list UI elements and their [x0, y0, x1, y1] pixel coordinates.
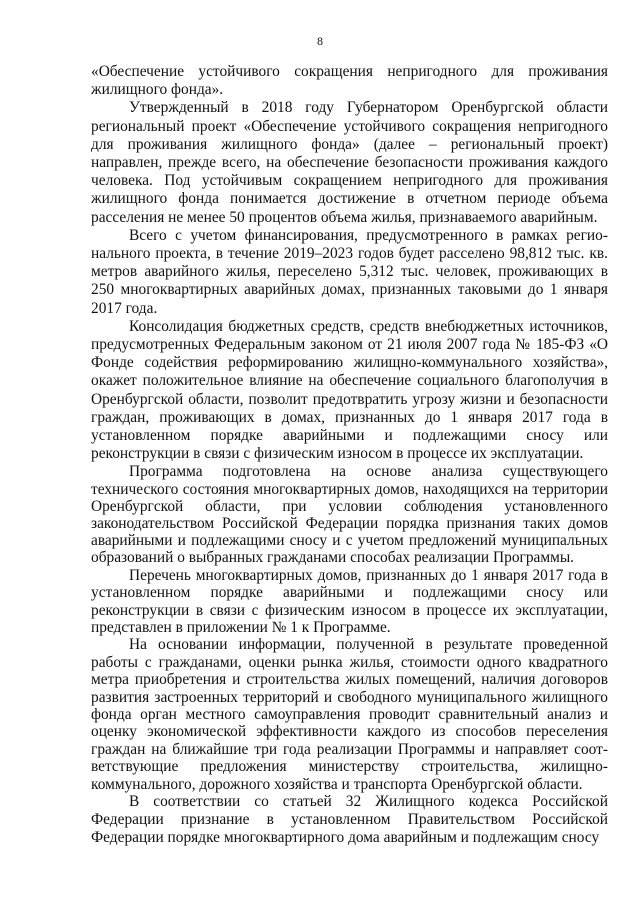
document-body — [91, 63, 608, 848]
paragraph-continuation: «Обеспечение устойчивого сокращения непригодного для проживания жилищного фонда». — [91, 63, 608, 99]
paragraph-financing: Всего с учетом финансирования, предусмотренного в рамках регионального проекта, в течение 2019–2023 годов будет расселено 98,812 тыс. кв. метров аварийного жилья, переселено 5,312 тыс. человек, проживающих в 250 многоквартирных аварийных домах, признанных таковыми до 1 января 2017 года. — [91, 226, 608, 317]
paragraph-consolidation: Консолидация бюджетных средств, средств внебюджетных источников, предусмотренных Федеральным законом от 21 июля 2007 года № 185-ФЗ «О Фонде содействия реформированию жилищно-коммунального хозяйства», окажет положительное влияние на обеспечение социального благополучия в Оренбургской области, позволит предотвратить угрозу жизни и безопасности граждан, проживающих в домах, признанных до 1 января 2017 года в установленном порядке аварийными и подлежащими сносу или реконструкции в связи с физическим износом в процессе их эксплуатации. — [91, 317, 608, 463]
page-number: 8 — [317, 34, 323, 48]
paragraph-analysis: На основании информации, полученной в результате проведенной работы с гражданами, оценки рынка жилья, стоимости одного квадратного метра приобретения и строительства жилых помещений, наличия договоров развития застроенных территорий и свободного муниципального жилищного фонда орган местного самоуправления проводит сравнительный анализ и оценку экономической эффективности каждого из способов переселения граждан на ближайшие три года реализации Программы и направляет соответствующие предложения министерству строительства, жилищно-коммунального, дорожного хозяйства и транспорта Оренбургской области. — [91, 636, 608, 793]
paragraph-house-list: Перечень многоквартирных домов, признанных до 1 января 2017 года в установленном порядке аварийными и подлежащими сносу или реконструкции в связи с физическим износом в процессе их эксплуатации, представлен в приложении № 1 к Программе. — [91, 566, 608, 636]
paragraph-program-preparation: Программа подготовлена на основе анализа существующего технического состояния многоквартирных домов, находящихся на территории Оренбургской области, при условии соблюдения установленного законодательством Российской Федерации порядка признания таких домов аварийными и подлежащими сносу и с учетом предложений муниципальных образований о выбранных гражданами способах реализации Программы. — [91, 463, 608, 567]
paragraph-regional-project: Утвержденный в 2018 году Губернатором Оренбургской области региональный проект «Обеспечение устойчивого сокращения непригодного для проживания жилищного фонда» (далее – региональный проект) направлен, прежде всего, на обеспечение безопасности проживания каждого человека. Под устойчивым сокращением непригодного для проживания жилищного фонда понимается достижение в отчетном периоде объема расселения не менее 50 процентов объема жилья, признаваемого аварийным. — [91, 99, 608, 226]
paragraph-housing-code: В соответствии со статьей 32 Жилищного кодекса Российской Федерации признание в установленном Правительством Российской Федерации порядке многоквартирного дома аварийным и подлежащим сносу — [91, 792, 608, 847]
